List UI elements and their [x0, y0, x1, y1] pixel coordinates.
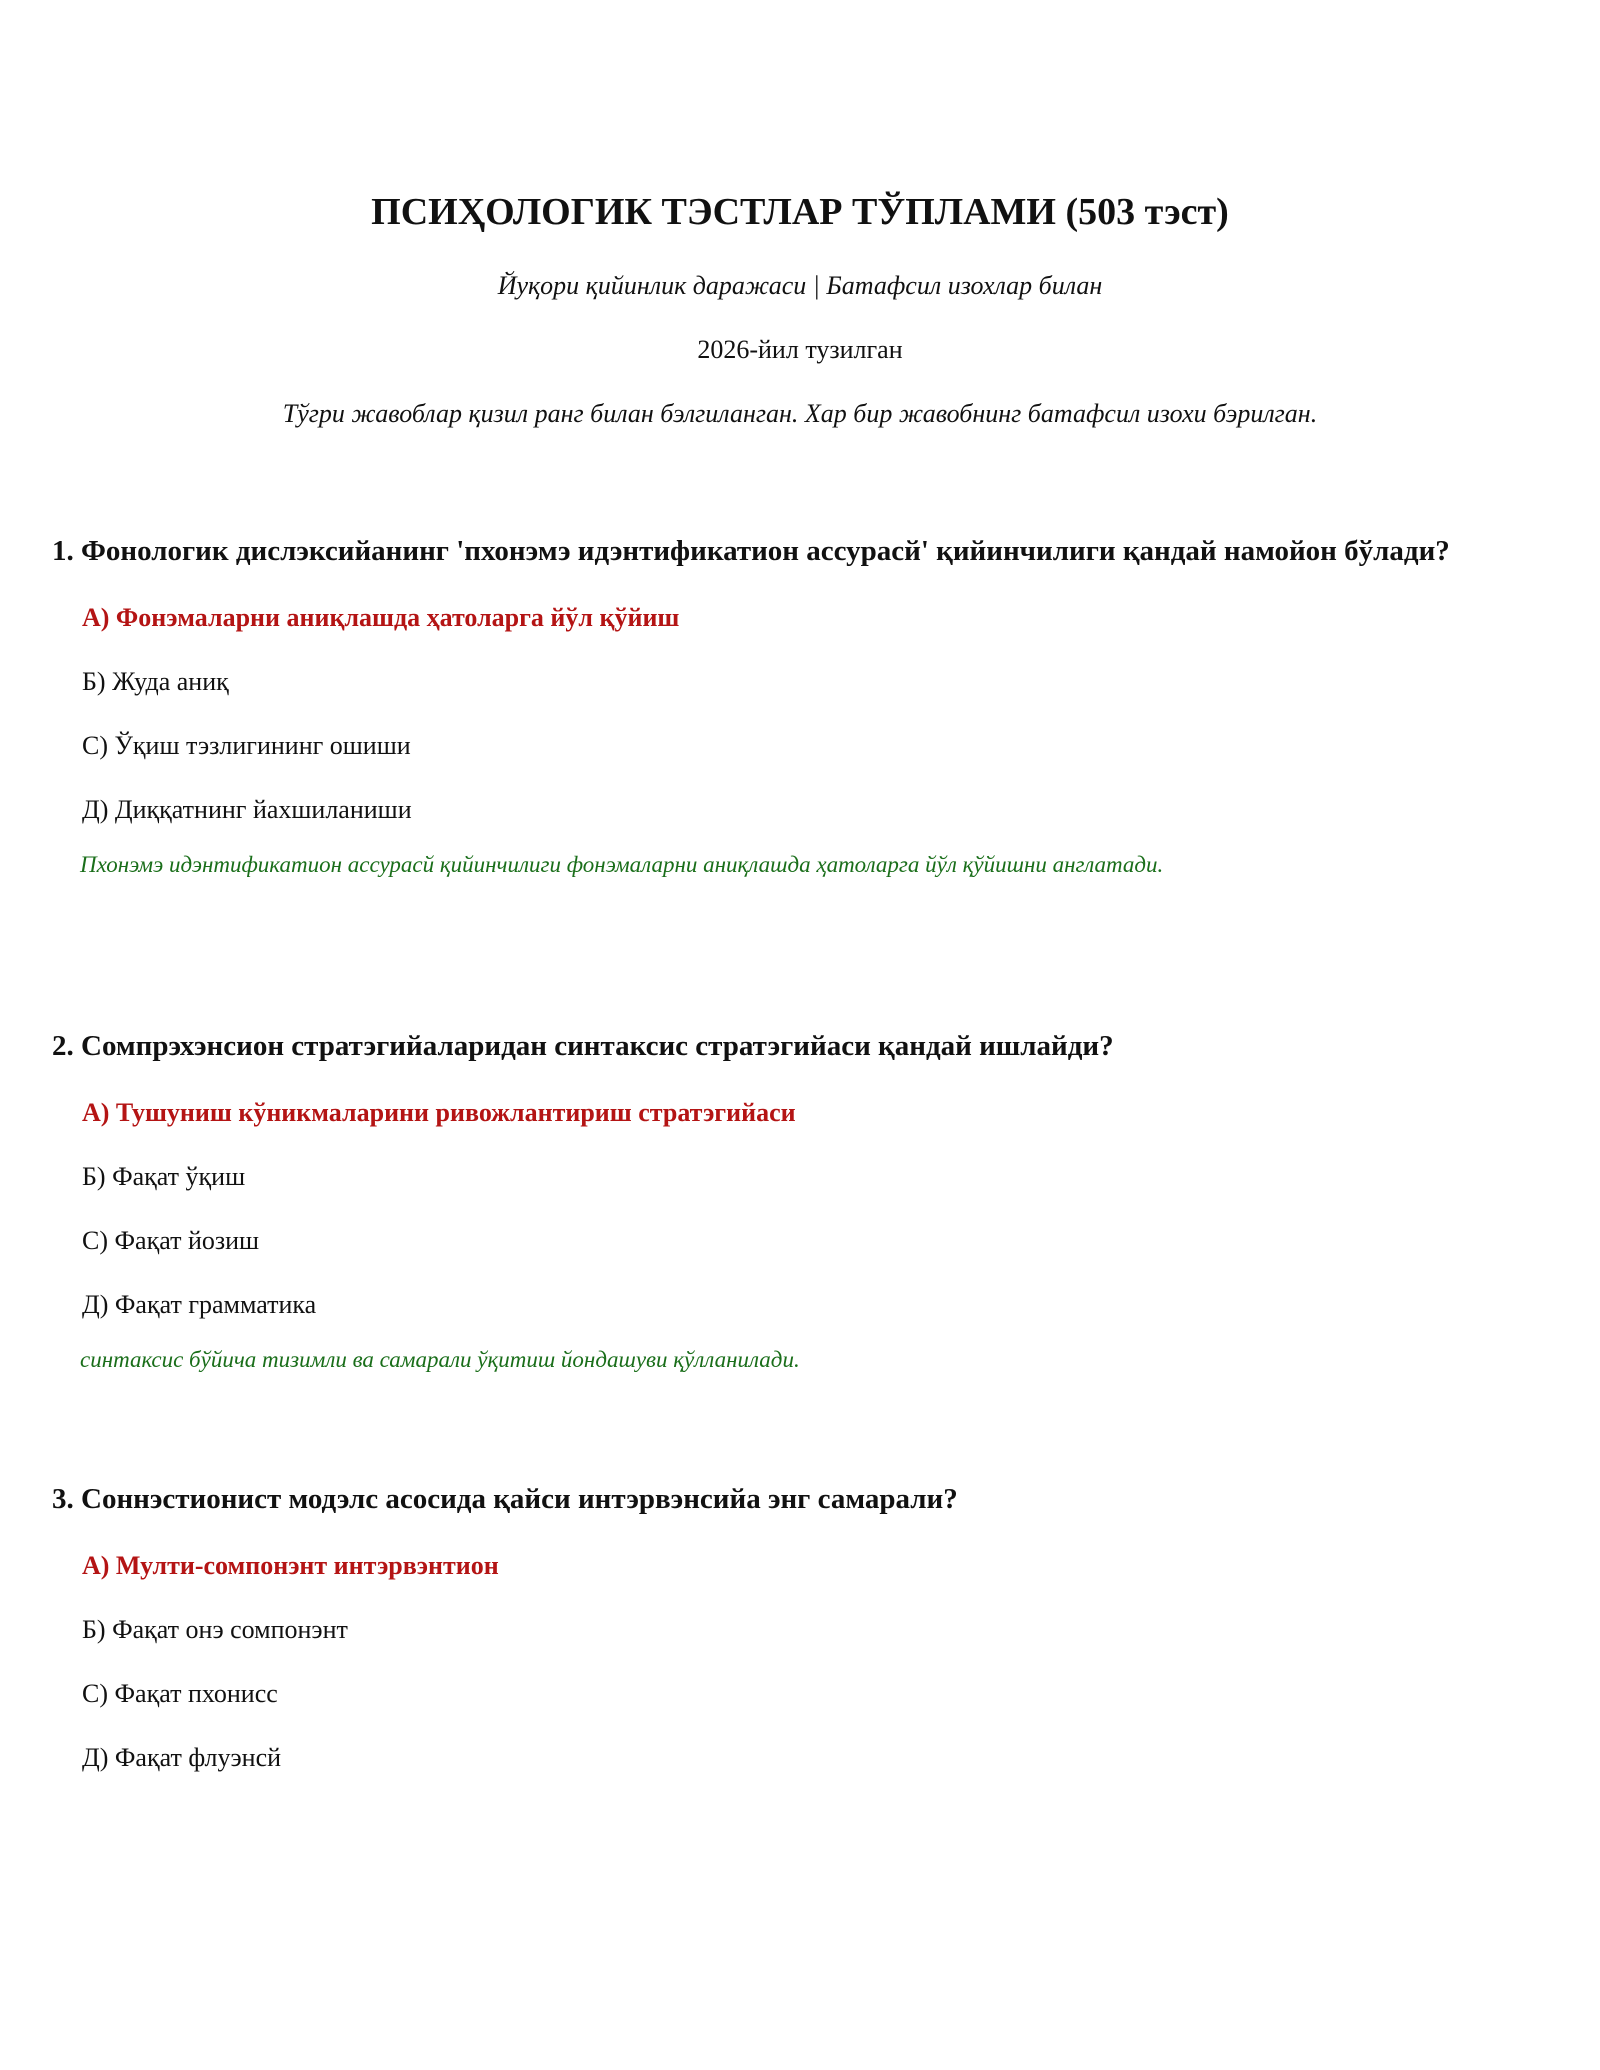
option-c: С) Фақат пхонисс — [82, 1679, 278, 1708]
page-title: ПСИҲОЛОГИК ТЭСТЛАР ТЎПЛАМИ (503 тэст) — [371, 191, 1229, 233]
question-text: 2. Сомпрэхэнсион стратэгийаларидан синтаксис стратэгийаси қандай ишлайди? — [52, 1030, 1114, 1062]
question-2 — [52, 1025, 1472, 1377]
answer-key-note: Тўгри жавоблар қизил ранг билан бэлгиланган. Хар бир жавобнинг батафсил изохи бэрилган. — [282, 399, 1318, 428]
option-d: Д) Фақат флуэнсй — [82, 1743, 282, 1772]
page-subtitle: Йуқори қийинлик даражаси | Батафсил изохлар билан — [497, 271, 1103, 300]
option-d: Д) Фақат грамматика — [82, 1290, 317, 1319]
explanation: синтаксис бўйича тизимли ва самарали ўқитиш йондашуви қўлланилади. — [80, 1347, 800, 1372]
option-b: Б) Фақат ўқиш — [82, 1162, 246, 1191]
option-a-correct: А) Фонэмаларни аниқлашда ҳатоларга йўл қўйиш — [82, 603, 680, 632]
question-text: 3. Соннэстионист модэлс асосида қайси интэрвэнсийа энг самарали? — [52, 1483, 958, 1515]
option-c: С) Ўқиш тэзлигининг ошиши — [82, 731, 411, 760]
option-b: Б) Фақат онэ сомпонэнт — [82, 1615, 348, 1644]
explanation: Пхонэмэ идэнтификатион ассурасй қийинчилиги фонэмаларни аниқлашда ҳатоларга йўл қўйишни англатади. — [80, 852, 1164, 877]
year-line: 2026-йил тузилган — [697, 335, 903, 364]
option-d: Д) Диққатнинг йахшиланиши — [82, 795, 412, 824]
option-a-correct: А) Мулти-сомпонэнт интэрвэнтион — [82, 1551, 499, 1580]
question-text: 1. Фонологик дислэксийанинг 'пхонэмэ идэнтификатион ассурасй' қийинчилиги қандай намойон бўлади? — [52, 535, 1450, 567]
question-3 — [52, 1478, 1472, 1790]
option-a-correct: А) Тушуниш кўникмаларини ривожлантириш стратэгийаси — [82, 1098, 796, 1127]
question-1 — [52, 530, 1472, 882]
option-b: Б) Жуда аниқ — [82, 667, 229, 696]
option-c: С) Фақат йозиш — [82, 1226, 260, 1255]
